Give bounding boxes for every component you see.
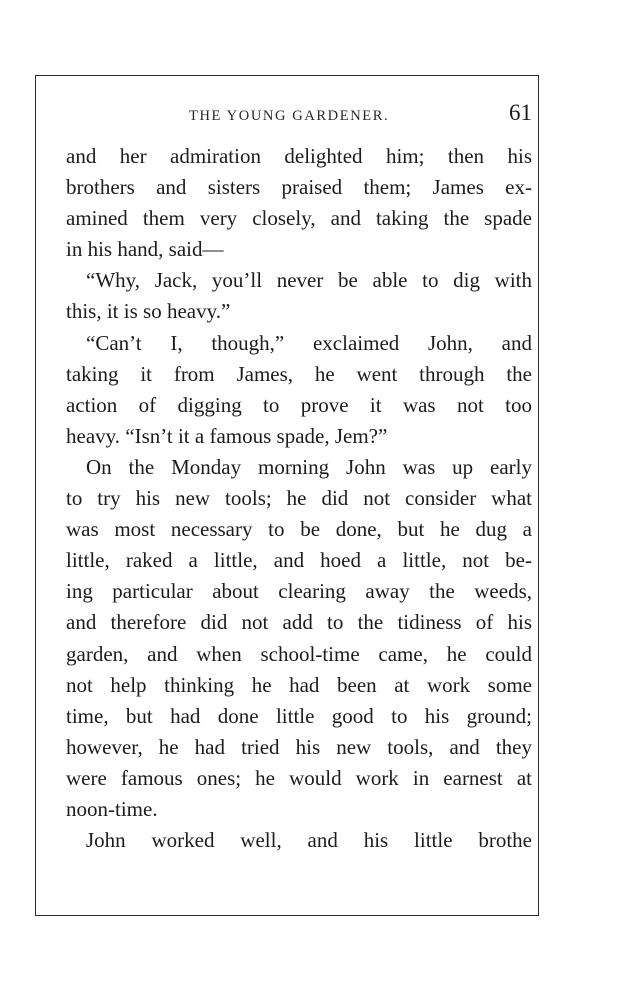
text-line: this, it is so heavy.”: [66, 299, 231, 324]
running-title: THE YOUNG GARDENER.: [189, 108, 390, 124]
text-line: garden, and when school-time came, he could: [66, 641, 532, 666]
text-line: not help thinking he had been at work some: [66, 672, 532, 697]
text-line: noon-time.: [66, 796, 158, 821]
text-line: were famous ones; he would work in earnest at: [66, 765, 532, 790]
text-line: ing particular about clearing away the weeds,: [66, 579, 532, 604]
page-number: 61: [509, 100, 532, 125]
text-line: action of digging to prove it was not too: [66, 392, 532, 417]
text-line: On the Monday morning John was up early: [86, 454, 532, 479]
text-line: and her admiration delighted him; then his: [66, 144, 532, 168]
text-line: however, he had tried his new tools, and they: [66, 734, 532, 759]
text-line: “Can’t I, though,” exclaimed John, and: [86, 330, 532, 355]
text-line: John worked well, and his little brothe: [86, 828, 532, 853]
text-line: little, raked a little, and hoed a little, not be-: [66, 548, 532, 573]
text-line: to try his new tools; he did not consider what: [66, 486, 532, 511]
text-line: heavy. “Isn’t it a famous spade, Jem?”: [66, 423, 388, 448]
text-line: “Why, Jack, you’ll never be able to dig with: [86, 268, 532, 293]
text-line: amined them very closely, and taking the spade: [66, 206, 532, 231]
body-text: [66, 141, 532, 856]
page-header: [64, 100, 534, 136]
text-line: and therefore did not add to the tidiness of his: [66, 610, 532, 635]
text-line: taking it from James, he went through the: [66, 361, 532, 386]
text-line: brothers and sisters praised them; James ex-: [66, 175, 532, 200]
text-line: was most necessary to be done, but he dug a: [66, 517, 532, 542]
text-line: in his hand, said—: [66, 237, 224, 262]
text-line: time, but had done little good to his ground;: [66, 703, 532, 728]
